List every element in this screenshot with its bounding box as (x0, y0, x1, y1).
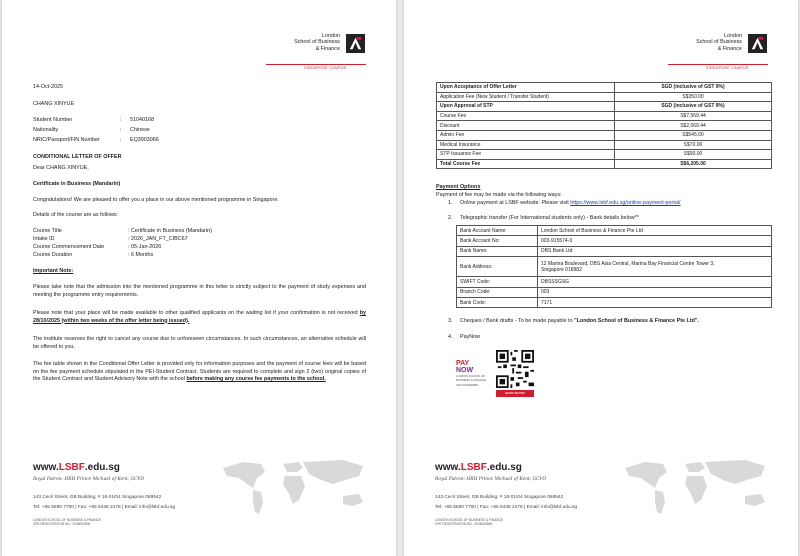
fee-value: S$70.00 (615, 140, 772, 150)
logo-line-1: London (322, 33, 340, 39)
note-paragraph-2 (33, 310, 366, 325)
fee-label: Course Fee (437, 111, 615, 121)
table-row (437, 111, 772, 121)
logo-campus: SINGAPORE CAMPUS (706, 66, 749, 70)
field-label: Nationality (33, 127, 59, 133)
school-address: 143 Cecil Street, GB Building, # 18-01/04 Singapore 069542 (33, 495, 162, 500)
fee-label: Application Fee (New Student / Transfer Student) (437, 92, 615, 102)
lsbf-logo (668, 33, 778, 73)
course-label: Intake ID (33, 236, 55, 242)
table-row (457, 236, 772, 246)
letter-date: 14-Oct-2025 (33, 84, 63, 90)
lsbf-emblem-icon (748, 34, 767, 53)
cheque-payee: "London School of Business & Finance Pte Ltd". (574, 318, 699, 324)
fee-label: STP Issuance Fee (437, 150, 615, 160)
page-footer (435, 462, 775, 532)
option-cheque-text: Cheques / Bank drafts - To be made payable to (460, 318, 575, 324)
fee-total-row (437, 159, 772, 169)
bank-value: DBS Bank Ltd (538, 246, 772, 256)
offer-letter-page-2 (404, 0, 798, 556)
table-row (457, 297, 772, 307)
option-number: 3. (448, 318, 453, 324)
table-row (457, 246, 772, 256)
logo-rule (668, 64, 768, 65)
registration-number: CPE REGISTRATION NO.: 200600080K (33, 522, 91, 526)
course-label: Course Title (33, 228, 62, 234)
option-paynow: PayNow (460, 334, 481, 340)
scan-to-pay-label: SCAN TO PAY (496, 390, 534, 397)
logo-line-3: & Finance (717, 45, 742, 52)
paynow-sub-2: BUSINESS & FINANCE (456, 378, 486, 383)
contact-details: Tel: +65 6580 7700 | Fax: +65 6438 2478 | Email: info@lsbf.edu.sg (33, 505, 176, 510)
field-value: EQ3903066 (130, 137, 159, 143)
paynow-qr-code-icon[interactable] (496, 350, 534, 388)
bank-value: DBSSSGSG (538, 277, 772, 287)
bank-value: 003-915574-3 (538, 236, 772, 246)
fee-table (436, 82, 772, 169)
note-4-text: The fee table shown in the Conditional Offer Letter is provided only for information purposes and the payment of course fees will be based on the fee payment schedule stipulated in the PEI-Student Contract. Students are required to complete and sign 2 (two) original copies of the Student Contract and Student Advisory Note with the school (33, 361, 366, 383)
bank-label: Bank Account Name: (457, 226, 538, 236)
note-paragraph-1: Please take note that the admission into the mentioned programme in this letter is strictly subject to the payment of study expenses and meeting the programme entry requirements. (33, 284, 366, 298)
bank-address-line-2: Singapore 018982 (541, 266, 582, 273)
details-intro: Details of the course are as follows: (33, 212, 119, 218)
field-label: NRIC/Passport/FIN Number (33, 137, 100, 143)
logo-line-2: School of Business (294, 39, 340, 46)
offer-letter-page-1 (2, 0, 396, 556)
course-value: : Certificate in Business (Mandarin) (128, 228, 212, 234)
bank-label: Bank Name: (457, 246, 538, 256)
bank-details-table (456, 225, 772, 308)
fee-total-label: Total Course Fee (437, 159, 615, 169)
option-online-text: Online payment at LSBF website. Please visit (460, 200, 571, 206)
royal-patron: Royal Patron: HRH Prince Michael of Kent, GCVO (435, 477, 547, 482)
fee-value: S$545.00 (615, 130, 772, 140)
table-row (457, 287, 772, 297)
bank-address-line-1: 12 Marina Boulevard, DBS Asia Central, Marina Bay Financial Centre Tower 3, (541, 260, 715, 267)
salutation: Dear CHANG XINYUE, (33, 165, 89, 171)
payment-intro: Payment of fee may be made via the following ways: (436, 192, 562, 198)
world-map-icon (615, 454, 780, 519)
table-row (437, 121, 772, 131)
website-link[interactable] (33, 462, 120, 473)
bank-label: Bank Account No: (457, 236, 538, 246)
field-colon: : (120, 137, 122, 143)
payment-options-heading: Payment Options (436, 184, 481, 190)
fee-label: Medical Insurance (437, 140, 615, 150)
logo-rule (266, 64, 366, 65)
contact-details: Tel: +65 6580 7700 | Fax: +65 6438 2478 | Email: info@lsbf.edu.sg (435, 505, 578, 510)
option-cheque (460, 318, 699, 325)
table-row (457, 226, 772, 236)
url-brand: LSBF (58, 462, 85, 473)
url-brand: LSBF (460, 462, 487, 473)
fee-value: S$350.00 (615, 92, 772, 102)
bank-label: SWIFT Code: (457, 277, 538, 287)
royal-patron: Royal Patron: HRH Prince Michael of Kent, GCVO (33, 477, 145, 482)
field-value: Chinese (130, 127, 150, 133)
note-2-text: Please note that your place will be made available to other qualified applicants on the waiting list if your confirmation is not received (33, 310, 360, 316)
note-4-emphasis: before making any course fee payments to the school. (186, 376, 326, 383)
url-suffix: .edu.sg (486, 462, 522, 473)
fee-currency-header: SGD (inclusive of GST 9%) (615, 83, 772, 93)
registration-number: CPE REGISTRATION NO.: 200600080K (435, 522, 493, 526)
course-value: : 05-Jan-2026 (128, 244, 162, 250)
world-map-icon (213, 454, 378, 519)
logo-line-2: School of Business (696, 39, 742, 46)
bank-address-value (538, 257, 772, 277)
table-row (437, 140, 772, 150)
page-footer (33, 462, 373, 532)
fee-total-value: S$6,205.00 (615, 159, 772, 169)
paynow-logo (456, 360, 492, 387)
paynow-now: NOW (456, 367, 474, 374)
bank-label: Branch Code: (457, 287, 538, 297)
programme-name: Certificate in Business (Mandarin) (33, 181, 121, 187)
fee-section-label: Upon Acceptance of Offer Letter (437, 83, 615, 93)
note-paragraph-3: The institute reserves the right to cancel any course due to unforeseen circumstances. In such circumstances, an alternative schedule will be offered to you. (33, 336, 366, 350)
logo-campus: SINGAPORE CAMPUS (304, 66, 347, 70)
fee-value: S$90.00 (615, 150, 772, 160)
option-number: 2. (448, 215, 453, 221)
logo-line-1: London (724, 33, 742, 39)
bank-label: Bank Address: (457, 257, 538, 277)
table-row (437, 150, 772, 160)
important-note-heading: Important Note: (33, 268, 74, 274)
website-link[interactable] (435, 462, 522, 473)
note-paragraph-4 (33, 361, 366, 384)
bank-value: London School of Business & Finance Pte Ltd (538, 226, 772, 236)
field-colon: : (120, 117, 122, 123)
fee-currency-header: SGD (inclusive of GST 9%) (615, 102, 772, 112)
fee-value: S$2,069.44 (615, 121, 772, 131)
url-suffix: .edu.sg (84, 462, 120, 473)
company-name: LONDON SCHOOL OF BUSINESS & FINANCE (33, 518, 102, 522)
student-name: CHANG XINYUE (33, 101, 75, 107)
option-online (460, 200, 681, 207)
congratulations-text: Congratulations! We are pleased to offer you a place in our above mentioned programme in Singapore. (33, 197, 279, 203)
payment-portal-link[interactable]: https://www.lsbf.edu.sg/online-payment-portal/ (570, 200, 681, 206)
fee-section-header (437, 83, 772, 93)
paynow-sub-3: UEN 200600080K (456, 382, 479, 387)
url-prefix: www. (33, 462, 59, 473)
logo-line-3: & Finance (315, 45, 340, 52)
table-row (457, 257, 772, 277)
paynow-sub-1: LONDON SCHOOL OF (456, 374, 486, 378)
company-name: LONDON SCHOOL OF BUSINESS & FINANCE (435, 518, 504, 522)
option-number: 4. (448, 334, 453, 340)
fee-label: Discount (437, 121, 615, 131)
school-address: 143 Cecil Street, GB Building, # 18-01/04 Singapore 069542 (435, 495, 564, 500)
table-row (457, 277, 772, 287)
field-colon: : (120, 127, 122, 133)
note-2-deadline: by 28/10/2025 (within two weeks of the offer letter being issued). (33, 310, 366, 324)
course-label: Course Duration (33, 252, 73, 258)
fee-value: S$7,569.44 (615, 111, 772, 121)
bank-label: Bank Code: (457, 297, 538, 307)
option-telegraphic: Telegraphic transfer (For International students only) - Bank details below** (460, 215, 639, 221)
letter-subject: CONDITIONAL LETTER OF OFFER (33, 154, 122, 160)
bank-value: 7171 (538, 297, 772, 307)
field-label: Student Number (33, 117, 73, 123)
lsbf-logo (266, 33, 376, 73)
course-value: : 2026_JAN_FT_CIBC67 (128, 236, 188, 242)
paynow-pay: PAY (456, 360, 470, 367)
field-value: 51040168 (130, 117, 154, 123)
url-prefix: www. (435, 462, 461, 473)
company-registration (33, 518, 101, 526)
option-number: 1. (448, 200, 453, 206)
fee-label: Admin Fee (437, 130, 615, 140)
lsbf-emblem-icon (346, 34, 365, 53)
table-row (437, 92, 772, 102)
company-registration (435, 518, 503, 526)
table-row (437, 130, 772, 140)
course-label: Course Commencement Date (33, 244, 105, 250)
fee-section-label: Upon Approval of STP (437, 102, 615, 112)
course-value: : 6 Months (128, 252, 154, 258)
bank-value: 003 (538, 287, 772, 297)
fee-section-header (437, 102, 772, 112)
